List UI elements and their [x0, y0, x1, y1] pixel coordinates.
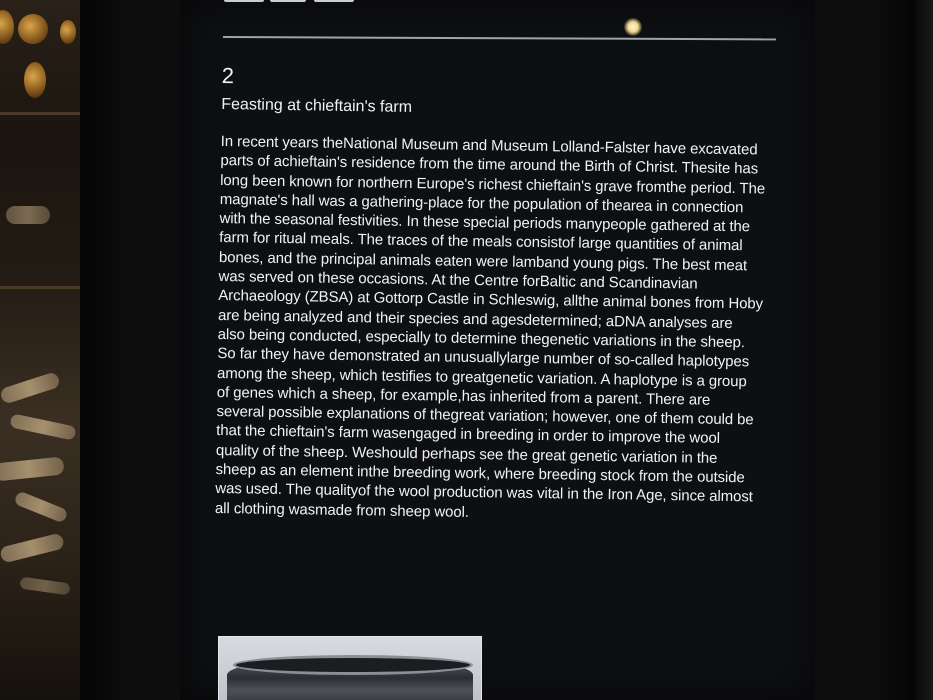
case-edge [915, 0, 933, 700]
animal-bone [13, 490, 68, 523]
top-tab [270, 0, 306, 2]
gold-ornament [18, 14, 48, 44]
small-artifact [6, 206, 50, 224]
display-case-background [0, 0, 80, 700]
section-number: 2 [221, 62, 235, 89]
animal-bone [9, 413, 76, 440]
top-tab [314, 0, 354, 2]
text-panel [215, 62, 767, 526]
section-title: Feasting at chieftain's farm [221, 95, 413, 116]
gold-ornament [24, 62, 46, 98]
light-reflection [624, 18, 642, 36]
cauldron-rim [233, 655, 473, 675]
gold-ornament [60, 20, 76, 44]
bronze-cauldron-photo [218, 636, 482, 700]
gold-ornament [0, 10, 14, 44]
animal-bone [0, 456, 65, 481]
animal-bone [19, 577, 70, 596]
body-text: In recent years theNational Museum and Museum Lolland-Falster have excavated parts of achieftain's residence from the time around the Birth of Christ. Thesite has long been known for northern Europe's richest chieftain's grave fromthe period. The magnate's hall was a gathering-place for the population of thearea in connection with the seasonal festivities. In these special periods manypeople gathered at the farm for ritual meals. The traces of the meals consistof large quantities of animal bones, and the principal animals eaten were lamband young pigs. The best meat was served on these occasions. At the Centre forBaltic and Scandinavian Archaeology (ZBSA) at Gottorp Castle in Schleswig, allthe animal bones from Hoby are being analyzed and their species and agesdetermined; aDNA analyses are also being conducted, especially to determine thegenetic variations in the sheep. So far they have demonstrated an unusuallylarge number of so-called haplotypes among the sheep, which testifies to greatgenetic variation. A haplotype is a group of genes which a sheep, for example,has inherited from a parent. There are several possible explanations of thegreat variation; however, one of them could be that the chieftain's farm wasengaged in breeding in order to improve the wool quality of the sheep. Weshould perhaps see the great genetic variation in the sheep as an element inthe breeding work, where breeding stock from the outside was used. The qualityof the wool production was vital in the Iron Age, since almost all clothing wasmade from sheep wool. [214, 132, 766, 521]
showcase-shelf [0, 112, 80, 115]
animal-bone [0, 371, 61, 405]
animal-bone [0, 532, 65, 563]
top-tab [224, 0, 264, 2]
showcase-shelf [0, 286, 80, 289]
